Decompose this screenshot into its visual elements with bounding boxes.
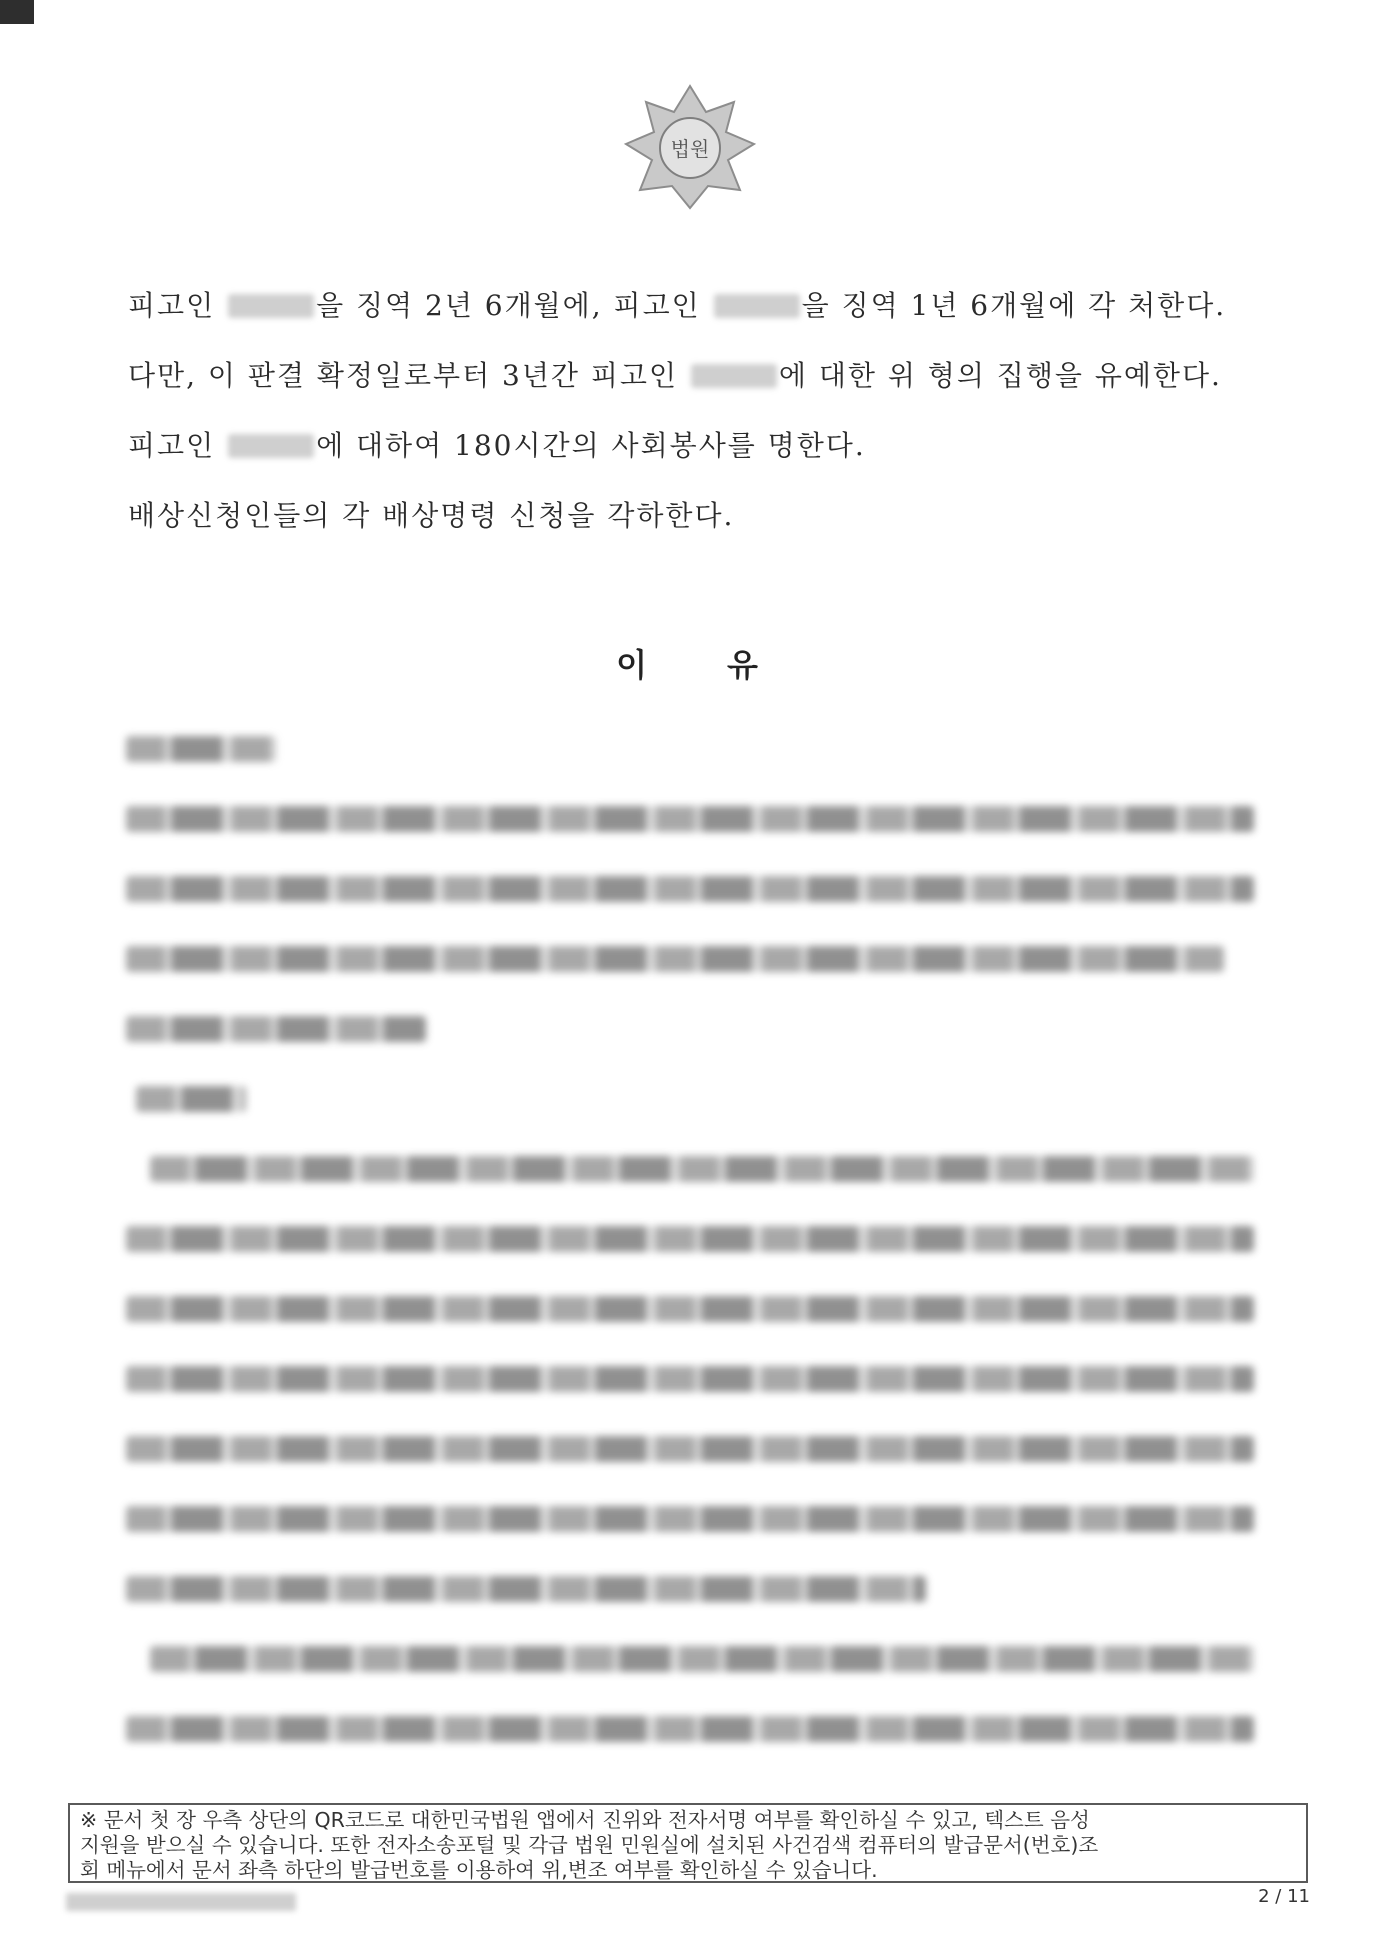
redacted-text-line [126,1070,1256,1140]
order-line: 피고인 을 징역 2년 6개월에, 피고인 을 징역 1년 6개월에 각 처한다. [128,289,1227,322]
redacted-text-line [126,1700,1256,1770]
redacted-text-line [126,930,1256,1000]
redacted-text-line [126,1000,1256,1070]
judgment-order [128,286,1226,566]
redacted-name [228,294,314,318]
verification-notice: ※ 문서 첫 장 우측 상단의 QR코드로 대한민국법원 앱에서 진위와 전자서명 여부를 확인하실 수 있고, 텍스트 음성 지원을 받으실 수 있습니다. 또한 전자소송포털 및 각급 법원 민원실에 설치된 사건검색 컴퓨터의 발급문서(번호)조 회 메뉴에서 문서 좌측 하단의 발급번호를 이용하여 위,변조 여부를 확인하실 수 있습니다. [68,1803,1308,1883]
order-line: 다만, 이 판결 확정일로부터 3년간 피고인 에 대한 위 형의 집행을 유예한다. [128,359,1222,392]
redacted-text-line [126,1280,1256,1350]
redacted-text-line [126,1420,1256,1490]
court-emblem-icon [622,82,758,212]
order-line: 피고인 에 대하여 180시간의 사회봉사를 명한다. [128,429,866,462]
redacted-name [714,294,800,318]
redacted-text-line [126,790,1256,860]
redacted-text-line [126,720,1256,790]
redacted-name [228,434,314,458]
redacted-body-text [126,720,1256,1770]
redacted-issue-number [66,1893,296,1911]
redacted-text-line [126,860,1256,930]
redacted-text-line [126,1490,1256,1560]
redacted-name [691,364,777,388]
redacted-text-line [126,1630,1256,1700]
redacted-text-line [126,1350,1256,1420]
order-line: 배상신청인들의 각 배상명령 신청을 각하한다. [128,499,735,532]
scan-corner-mark [0,0,34,24]
emblem-text: 법원 [670,137,710,161]
reason-heading: 이 유 [616,646,758,684]
redacted-text-line [126,1140,1256,1210]
redacted-text-line [126,1210,1256,1280]
page-number: 2 / 11 [1258,1886,1310,1907]
redacted-text-line [126,1560,1256,1630]
